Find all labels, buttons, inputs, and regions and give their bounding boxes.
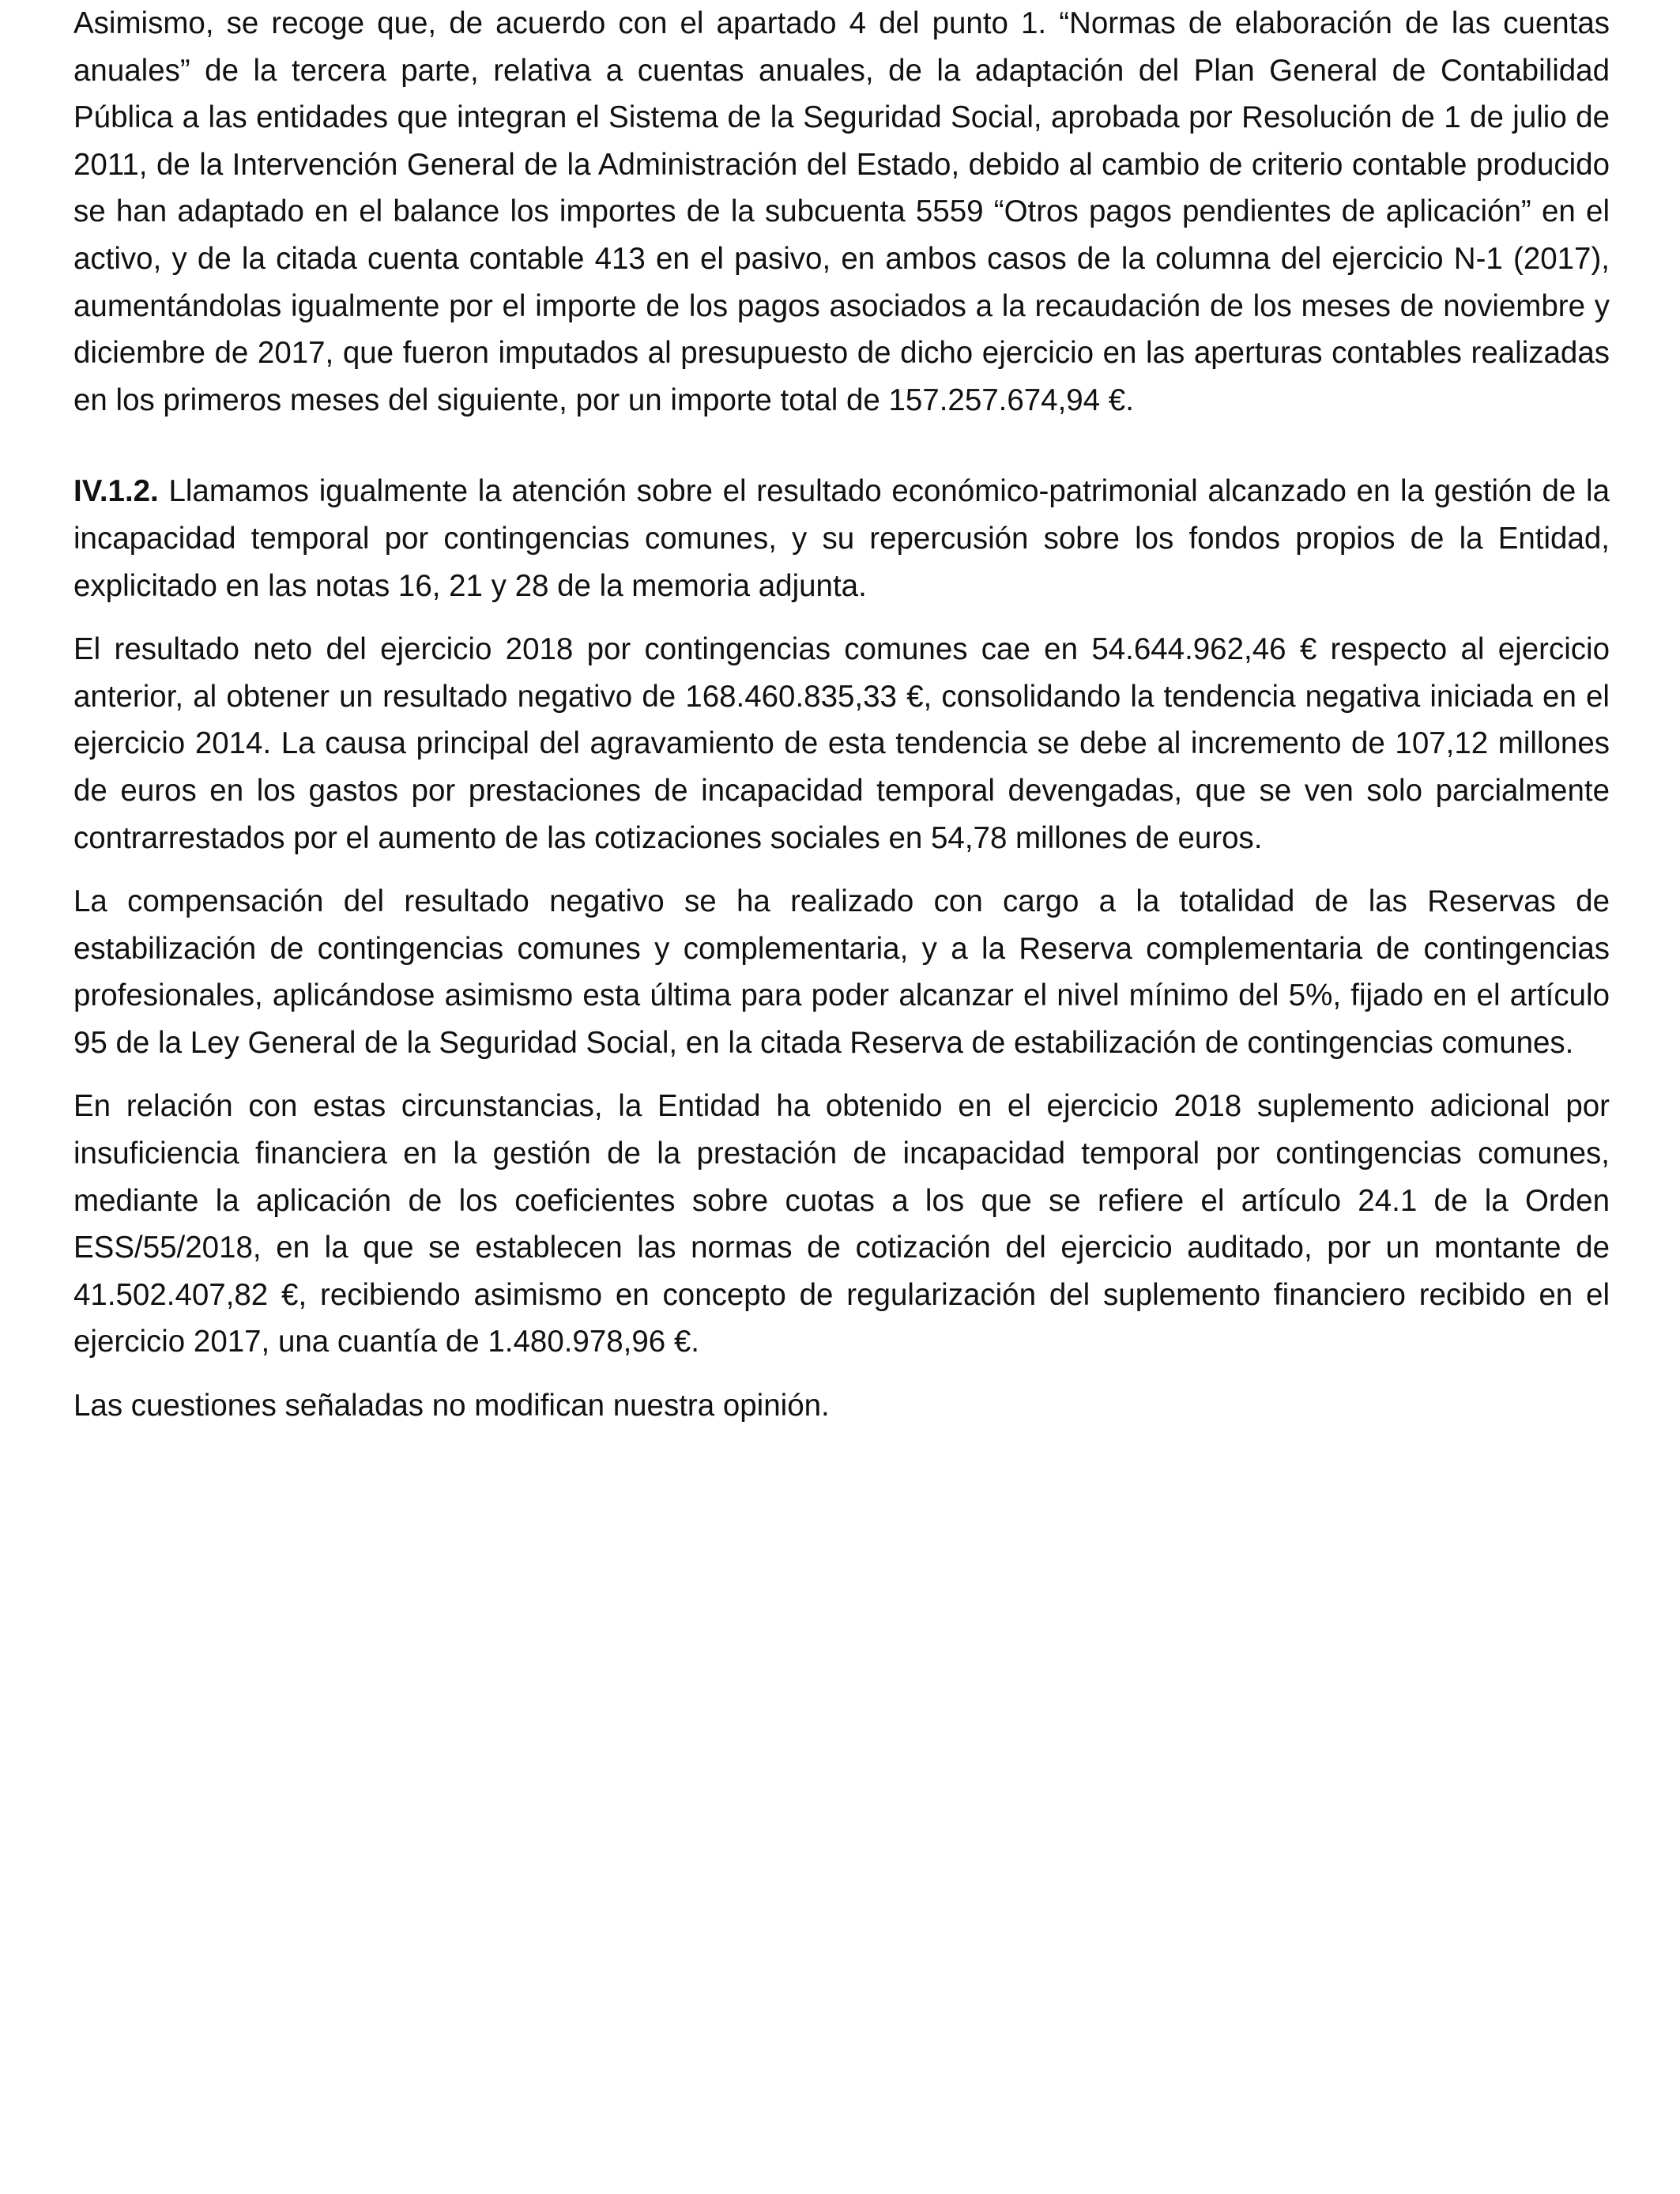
document-page: [73, 0, 1610, 1430]
section-number-heading: IV.1.2.: [73, 474, 159, 509]
paragraph-iv-1-2-body: Llamamos igualmente la atención sobre el resultado económico-patrimonial alcanzado en la gestión de la incapacidad temporal por contingencias comunes, y su repercusión sobre los fondos propios de la Entidad, explicitado en las notas 16, 21 y 28 de la memoria adjunta.: [73, 474, 1610, 603]
paragraph-financial-supplement: En relación con estas circunstancias, la Entidad ha obtenido en el ejercicio 2018 suplemento adicional por insuficiencia financiera en la gestión de la prestación de incapacidad temporal por contingencias comunes, mediante la aplicación de los coeficientes sobre cuotas a los que se refiere el artículo 24.1 de la Orden ESS/55/2018, en la que se establecen las normas de cotización del ejercicio auditado, por un montante de 41.502.407,82 €, recibiendo asimismo en concepto de regularización del suplemento financiero recibido en el ejercicio 2017, una cuantía de 1.480.978,96 €.: [73, 1089, 1610, 1359]
paragraph-balance-adjustment: Asimismo, se recoge que, de acuerdo con el apartado 4 del punto 1. “Normas de elaboración de las cuentas anuales” de la tercera parte, relativa a cuentas anuales, de la adaptación del Plan General de Contabilidad Pública a las entidades que integran el Sistema de la Seguridad Social, aprobada por Resolución de 1 de julio de 2011, de la Intervención General de la Administración del Estado, debido al cambio de criterio contable producido se han adaptado en el balance los importes de la subcuenta 5559 “Otros pagos pendientes de aplicación” en el activo, y de la citada cuenta contable 413 en el pasivo, en ambos casos de la columna del ejercicio N-1 (2017), aumentándolas igualmente por el importe de los pagos asociados a la recaudación de los meses de noviembre y diciembre de 2017, que fueron imputados al presupuesto de dicho ejercicio en las aperturas contables realizadas en los primeros meses del siguiente, por un importe total de 157.257.674,94 €.: [73, 6, 1610, 417]
paragraph-compensation: La compensación del resultado negativo se ha realizado con cargo a la totalidad de las Reservas de estabilización de contingencias comunes y complementaria, y a la Reserva complementaria de contingencias profesionales, aplicándose asimismo esta última para poder alcanzar el nivel mínimo del 5%, fijado en el artículo 95 de la Ley General de la Seguridad Social, en la citada Reserva de estabilización de contingencias comunes.: [73, 884, 1610, 1060]
paragraph-iv-1-2: [73, 468, 1610, 609]
paragraph-net-result: El resultado neto del ejercicio 2018 por contingencias comunes cae en 54.644.962,46 € respecto al ejercicio anterior, al obtener un resultado negativo de 168.460.835,33 €, consolidando la tendencia negativa iniciada en el ejercicio 2014. La causa principal del agravamiento de esta tendencia se debe al incremento de 107,12 millones de euros en los gastos por prestaciones de incapacidad temporal devengadas, que se ven solo parcialmente contrarrestados por el aumento de las cotizaciones sociales en 54,78 millones de euros.: [73, 632, 1610, 855]
paragraph-opinion-statement: Las cuestiones señaladas no modifican nuestra opinión.: [73, 1389, 830, 1423]
